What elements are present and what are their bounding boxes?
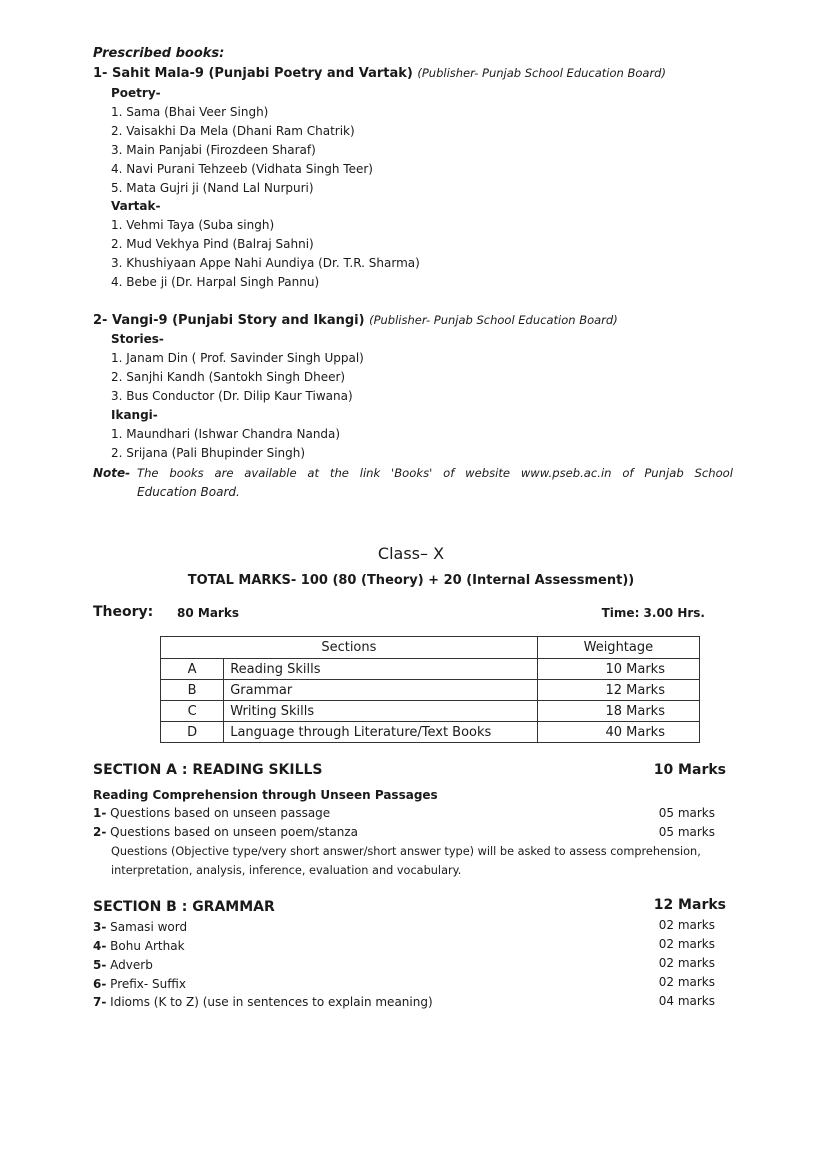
table-header-row (161, 637, 700, 659)
total-marks: TOTAL MARKS- 100 (80 (Theory) + 20 (Internal Assessment)) (187, 573, 635, 588)
list-item (93, 825, 358, 839)
list-item: 2. Sanjhi Kandh (Santokh Singh Dheer) (111, 370, 346, 384)
list-item (93, 939, 185, 953)
item-marks: 02 marks (658, 975, 715, 989)
section-b-marks: 12 Marks (653, 897, 726, 913)
table-header-weightage: Weightage (537, 637, 699, 659)
section-a-desc-line1: Questions (Objective type/very short answer/short answer type) will be asked to assess comprehension, (111, 845, 701, 858)
table-row (161, 722, 700, 743)
note-line1: The books are available at the link 'Books' of website www.pseb.ac.in of Punjab School (137, 466, 733, 480)
table-header-sections: Sections (161, 637, 538, 659)
exam-time: Time: 3.00 Hrs. (601, 606, 705, 620)
list-item: 2. Srijana (Pali Bhupinder Singh) (111, 446, 306, 460)
item-marks: 02 marks (658, 918, 715, 932)
list-item: 3. Khushiyaan Appe Nahi Aundiya (Dr. T.R. Sharma) (111, 256, 420, 270)
theory-label: Theory: (93, 604, 154, 620)
book1-title (93, 66, 666, 81)
list-item: 4. Bebe ji (Dr. Harpal Singh Pannu) (111, 275, 320, 289)
item-number: 3- (93, 920, 107, 934)
list-item: 4. Navi Purani Tehzeeb (Vidhata Singh Teer) (111, 162, 373, 176)
list-item (93, 977, 186, 991)
item-marks: 04 marks (658, 994, 715, 1008)
table-row (161, 680, 700, 701)
list-item: 5. Mata Gujri ji (Nand Lal Nurpuri) (111, 181, 314, 195)
list-item: 3. Bus Conductor (Dr. Dilip Kaur Tiwana) (111, 389, 353, 403)
theory-marks: 80 Marks (177, 606, 239, 620)
sections-table (160, 636, 700, 743)
table-row (161, 659, 700, 680)
table-cell-weight: 12 Marks (537, 680, 699, 701)
item-text: Idioms (K to Z) (use in sentences to explain meaning) (110, 995, 433, 1009)
item-marks: 05 marks (658, 825, 715, 839)
list-item (93, 920, 187, 934)
item-text: Samasi word (110, 920, 188, 934)
list-item: 1. Vehmi Taya (Suba singh) (111, 218, 275, 232)
item-number: 5- (93, 958, 107, 972)
stories-label: Stories- (111, 332, 164, 346)
table-cell-section: Language through Literature/Text Books (224, 722, 538, 743)
table-row (161, 701, 700, 722)
list-item (93, 806, 330, 820)
section-b-title: SECTION B : GRAMMAR (93, 899, 275, 915)
table-cell-code: D (161, 722, 224, 743)
note-label: Note- (93, 466, 131, 480)
item-text: Questions based on unseen passage (110, 806, 331, 820)
list-item: 2. Mud Vekhya Pind (Balraj Sahni) (111, 237, 314, 251)
section-a-title: SECTION A : READING SKILLS (93, 762, 323, 778)
list-item (93, 995, 433, 1009)
table-cell-weight: 40 Marks (537, 722, 699, 743)
list-item: 2. Vaisakhi Da Mela (Dhani Ram Chatrik) (111, 124, 355, 138)
list-item: 1. Maundhari (Ishwar Chandra Nanda) (111, 427, 341, 441)
item-marks: 02 marks (658, 956, 715, 970)
table-cell-section: Reading Skills (224, 659, 538, 680)
item-text: Bohu Arthak (110, 939, 185, 953)
vartak-label: Vartak- (111, 199, 161, 213)
item-marks: 02 marks (658, 937, 715, 951)
item-text: Questions based on unseen poem/stanza (110, 825, 358, 839)
section-a-desc-line2: interpretation, analysis, inference, evaluation and vocabulary. (111, 864, 462, 877)
book1-publisher: (Publisher- Punjab School Education Board) (417, 66, 666, 80)
table-cell-section: Grammar (224, 680, 538, 701)
book1-title-text: 1- Sahit Mala-9 (Punjabi Poetry and Vartak) (93, 66, 413, 81)
item-number: 4- (93, 939, 107, 953)
list-item (93, 958, 153, 972)
book2-title (93, 313, 618, 328)
table-cell-weight: 18 Marks (537, 701, 699, 722)
class-title: Class– X (377, 544, 445, 563)
book2-title-text: 2- Vangi-9 (Punjabi Story and Ikangi) (93, 313, 365, 328)
section-a-subheading: Reading Comprehension through Unseen Passages (93, 788, 438, 802)
table-cell-code: A (161, 659, 224, 680)
section-a-marks: 10 Marks (653, 762, 726, 778)
ikangi-label: Ikangi- (111, 408, 158, 422)
item-marks: 05 marks (658, 806, 715, 820)
prescribed-heading: Prescribed books: (93, 46, 225, 61)
item-text: Adverb (110, 958, 153, 972)
table-cell-weight: 10 Marks (537, 659, 699, 680)
note-line2: Education Board. (137, 485, 240, 499)
list-item: 1. Sama (Bhai Veer Singh) (111, 105, 269, 119)
table-cell-section: Writing Skills (224, 701, 538, 722)
item-number: 1- (93, 806, 107, 820)
item-number: 2- (93, 825, 107, 839)
item-number: 7- (93, 995, 107, 1009)
table-cell-code: B (161, 680, 224, 701)
poetry-label: Poetry- (111, 86, 161, 100)
table-cell-code: C (161, 701, 224, 722)
list-item: 3. Main Panjabi (Firozdeen Sharaf) (111, 143, 316, 157)
item-number: 6- (93, 977, 107, 991)
list-item: 1. Janam Din ( Prof. Savinder Singh Uppal) (111, 351, 364, 365)
book2-publisher: (Publisher- Punjab School Education Board) (369, 313, 618, 327)
item-text: Prefix- Suffix (110, 977, 186, 991)
